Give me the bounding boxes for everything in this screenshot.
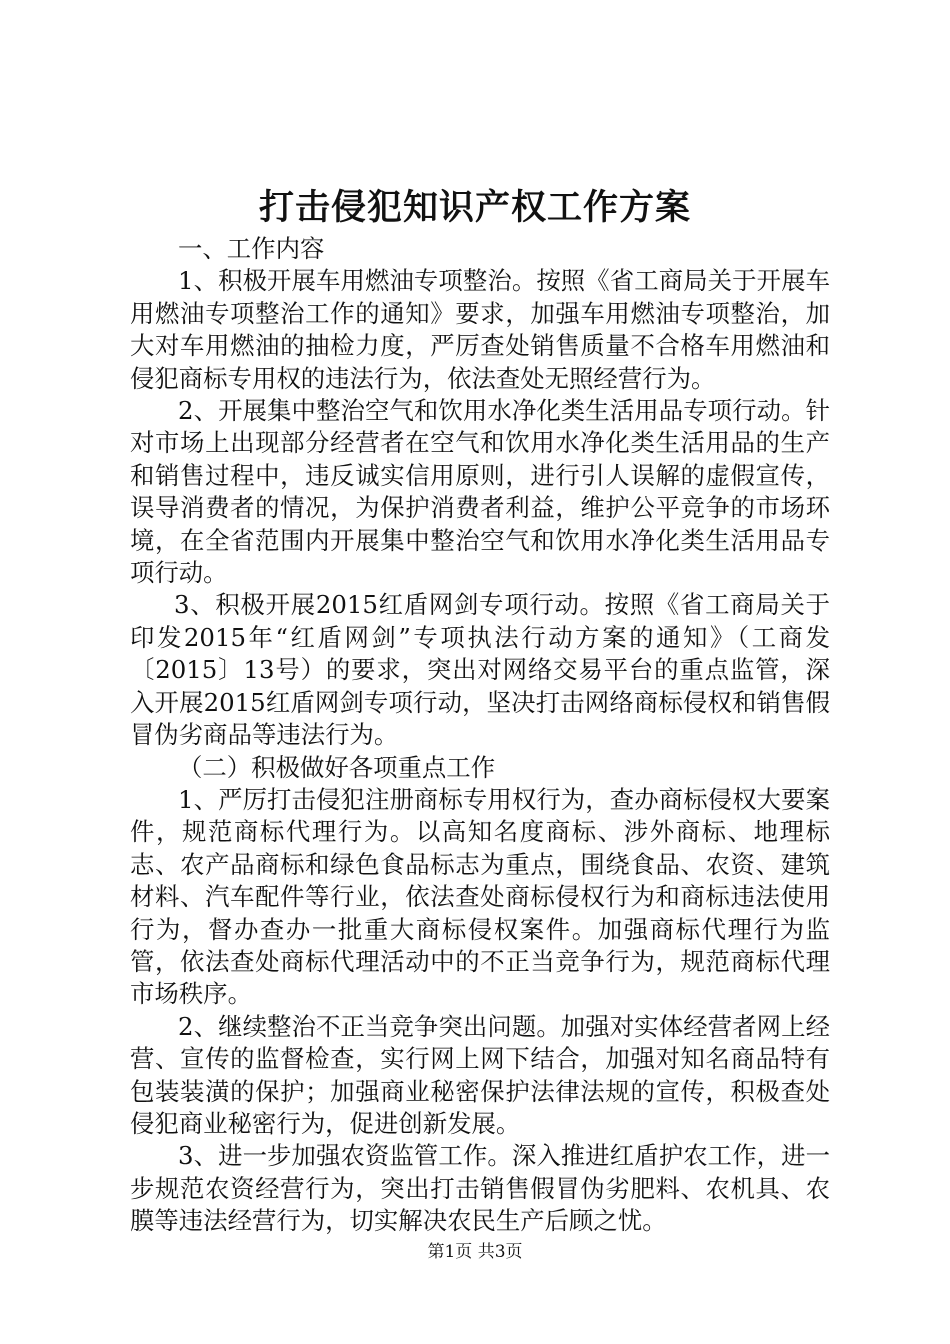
body-paragraph: 1、积极开展车用燃油专项整治。按照《省工商局关于开展车用燃油专项整治工作的通知》要求，加强车用燃油专项整治，加大对车用燃油的抽检力度，严厉查处销售质量不合格车用燃油和侵犯商标专用权的违法行为，依法查处无照经营行为。: [130, 266, 830, 393]
body-paragraph: 2、开展集中整治空气和饮用水净化类生活用品专项行动。针对市场上出现部分经营者在空气和饮用水净化类生活用品的生产和销售过程中，违反诚实信用原则，进行引人误解的虚假宣传，误导消费者的情况，为保护消费者利益，维护公平竞争的市场环境，在全省范围内开展集中整治空气和饮用水净化类生活用品专项行动。: [130, 396, 830, 588]
page-footer: 第1页 共3页: [427, 1242, 523, 1262]
body-paragraph: 3、积极开展2015红盾网剑专项行动。按照《省工商局关于印发2015年“红盾网剑”专项执法行动方案的通知》（工商发〔2015〕13号）的要求，突出对网络交易平台的重点监管，深入开展2015红盾网剑专项行动，坚决打击网络商标侵权和销售假冒伪劣商品等违法行为。: [130, 590, 830, 750]
section-heading: 一、工作内容: [178, 234, 325, 263]
section-heading: （二）积极做好各项重点工作: [178, 752, 496, 782]
document-title: 打击侵犯知识产权工作方案: [258, 187, 691, 228]
document-body: [130, 233, 830, 1238]
body-paragraph: 1、严厉打击侵犯注册商标专用权行为，查办商标侵权大要案件，规范商标代理行为。以高知名度商标、涉外商标、地理标志、农产品商标和绿色食品标志为重点，围绕食品、农资、建筑材料、汽车配件等行业，依法查处商标侵权行为和商标违法使用行为，督办查办一批重大商标侵权案件。加强商标代理行为监管，依法查处商标代理活动中的不正当竞争行为，规范商标代理市场秩序。: [130, 784, 830, 1009]
body-paragraph: 3、进一步加强农资监管工作。深入推进红盾护农工作，进一步规范农资经营行为，突出打击销售假冒伪劣肥料、农机具、农膜等违法经营行为，切实解决农民生产后顾之忧。: [130, 1141, 830, 1236]
body-paragraph: 2、继续整治不正当竞争突出问题。加强对实体经营者网上经营、宣传的监督检查，实行网上网下结合，加强对知名商品特有包装装潢的保护；加强商业秘密保护法律法规的宣传，积极查处侵犯商业秘密行为，促进创新发展。: [130, 1011, 830, 1138]
